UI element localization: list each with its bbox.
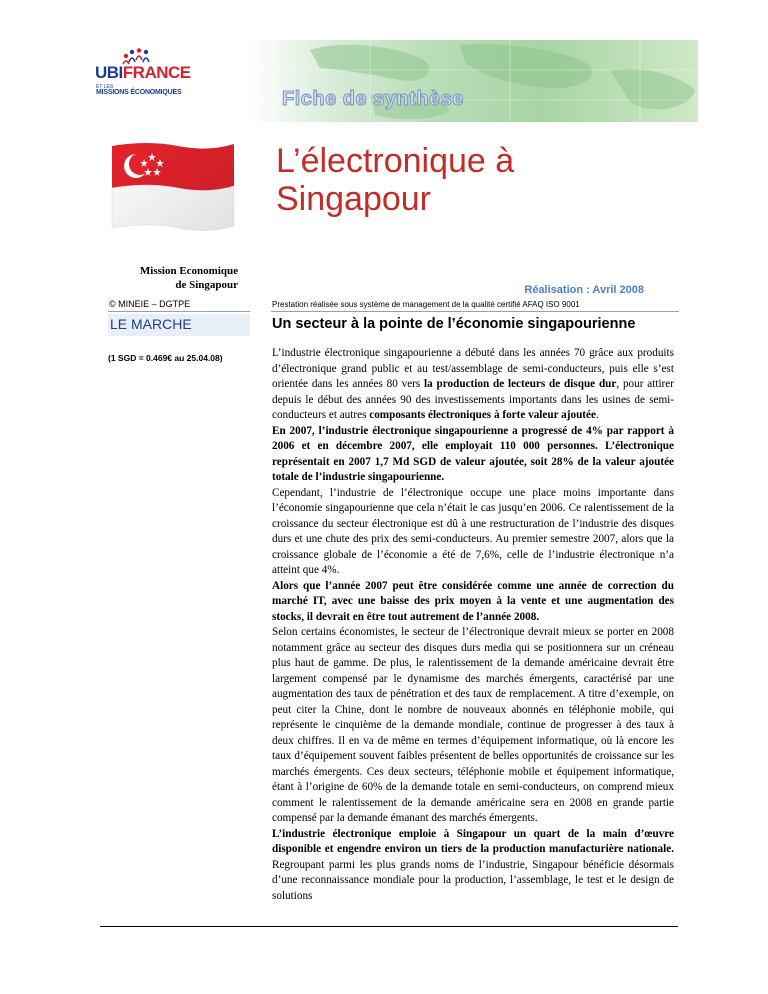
logo-wordmark: UBIFRANCE	[95, 63, 191, 82]
paragraph-workforce: L’industrie électronique emploie à Singapour un quart de la main d’œuvre disponible et engendre environ un tiers de la production manufacturière nationale. Regroupant parmi les plus grands noms de l’industrie, Singapour bénéficie désormais d’une reconnaissance mondiale pour la production, l’assemblage, le test et le design de solutions	[272, 827, 674, 902]
quality-statement: Prestation réalisée sous système de management de la qualité certifié AFAQ ISO 9001	[272, 300, 580, 309]
paragraph-intro: L’industrie électronique singapourienne a débuté dans les années 70 grâce aux produits d’électronique grand public et au test/assemblage de semi-conducteurs, puis elle s’est orientée dans les années 80 vers la production de lecteurs de disque dur, pour attirer depuis le début des années 90 des investissements importants dans les usines de semi-conducteurs et autres composants électroniques à forte valeur ajoutée.	[272, 347, 674, 421]
paragraph-2008-outlook: Alors que l’année 2007 peut être considérée comme une année de correction du marché IT, avec une baisse des prix moyen à la vente et une augmentation des stocks, il devrait en être tout autrement de l’année 2008.	[272, 579, 674, 623]
section-title: Un secteur à la pointe de l’économie singapourienne	[272, 316, 636, 332]
title-line-1: L’électronique à	[276, 142, 515, 180]
footer-rule	[100, 926, 678, 927]
section-label: LE MARCHE	[110, 316, 192, 332]
divider-right	[271, 311, 679, 312]
title-line-2: Singapour	[276, 180, 432, 218]
paragraph-economists: Selon certains économistes, le secteur de l’électronique devrait mieux se porter en 2008 notamment grâce au secteur des disques durs media qui se positionnera sur un créneau plus haut de gamme. De plus, le ralentissement de la demande américaine devrait être largement compensé par le dynamisme des marchés émergents, caractérisé par une augmentation des taux de pénétration et des taux de remplacement. A titre d’exemple, on peut citer la Chine, dont le nombre de nouveaux abonnés en téléphonie mobile, qui représente le cinquième de la demande mondiale, continue de progresser à des taux à deux chiffres. Il en va de même en termes d’équipement informatique, où là encore les taux d’équipement souvent faibles présentent de belles opportunités de croissance sur les marchés émergents. Ces deux secteurs, téléphonie mobile et équipement informatique, étant à l’origine de 60% de la demande totale en semi-conducteurs, on comprend mieux comment le ralentissement de la demande américaine sera en 2008 en grande partie compensé par la demande émanant des marchés émergents.	[272, 626, 674, 824]
section-label-box	[108, 314, 250, 336]
banner-title: Fiche de synthèse	[282, 88, 464, 110]
realisation-date: Réalisation : Avril 2008	[524, 284, 644, 296]
copyright-text: © MINEIE – DGTPE	[109, 299, 191, 309]
article-body	[272, 346, 674, 904]
logo-subline: ET LES	[96, 84, 114, 90]
mission-name: Mission Economique de Singapour	[139, 265, 238, 291]
paragraph-2007-figures: En 2007, l’industrie électronique singapourienne a progressé de 4% par rapport à 2006 et en décembre 2007, elle employait 110 000 personnes. L’électronique représentait en 2007 1,7 Md SGD de valeur ajoutée, soit 28% de la valeur ajoutée totale de l’industrie singapourienne.	[272, 424, 674, 483]
divider-left	[108, 311, 250, 312]
page-title	[276, 142, 514, 218]
logo-subline-missions: MISSIONS ÉCONOMIQUES	[96, 89, 182, 96]
ubifrance-logo	[95, 48, 205, 120]
paragraph-slowdown: Cependant, l’industrie de l’électronique occupe une place moins importante dans l’économie singapourienne que cela n’était le cas jusqu’en 2006. Ce ralentissement de la croissance du secteur électronique est dû à une restructuration de l’industrie des disques durs et une chute des prix des semi-conducteurs. Au premier semestre 2007, alors que la croissance globale de l’économie a été de 7,6%, celle de l’industrie électronique n’a atteint que 4%.	[272, 486, 674, 576]
exchange-rate-note: (1 SGD = 0.469€ au 25.04.08)	[108, 353, 223, 363]
singapore-flag-icon	[108, 140, 238, 232]
